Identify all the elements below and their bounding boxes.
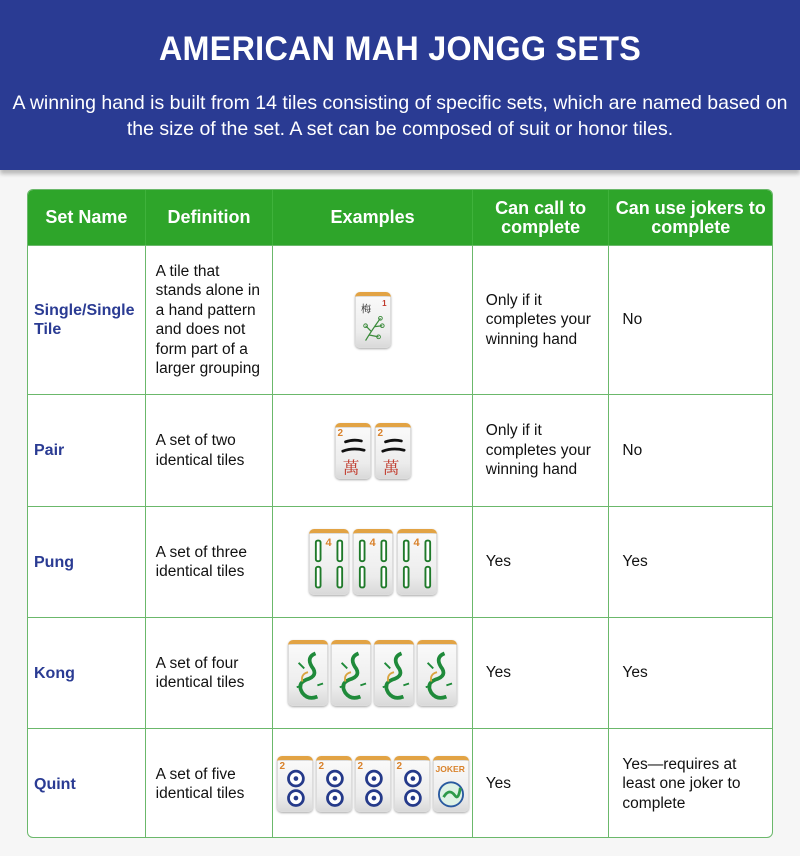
dot-tile-icon: 2 [394, 756, 430, 812]
can-use-jokers-value: Yes [622, 664, 648, 682]
bam-tile-icon: 4 [397, 529, 437, 595]
set-definition: A set of two identical tiles [146, 395, 274, 506]
joker-tile-icon: JOKER [433, 756, 469, 812]
set-definition: A set of three identical tiles [146, 507, 274, 617]
table-row [28, 245, 772, 394]
examples-cell [273, 729, 472, 838]
dragon-tile-icon [417, 640, 457, 706]
can-call-value: Yes [473, 618, 610, 728]
dragon-tile-icon [288, 640, 328, 706]
flower-tile-icon: 梅 1 [355, 292, 391, 348]
dragon-tile-icon [374, 640, 414, 706]
page-description: A winning hand is built from 14 tiles consisting of specific sets, which are named based on the size of the set. A set can be composed of suit or honor tiles. [12, 92, 788, 140]
can-use-jokers-value: No [622, 311, 643, 329]
crak-tile-icon: 萬 2 [375, 423, 411, 479]
can-call-value: Yes [473, 507, 610, 617]
table-row [28, 394, 772, 506]
sets-table [27, 189, 773, 838]
set-name: Pung [28, 507, 146, 617]
set-definition: A set of four identical tiles [146, 618, 274, 728]
table-header-row [28, 190, 772, 245]
can-use-jokers-value: No [622, 441, 643, 459]
dot-tile-icon: 2 [277, 756, 313, 812]
svg-text:梅: 梅 [360, 304, 371, 316]
header-definition: Definition [146, 190, 274, 245]
examples-cell [273, 507, 472, 617]
table-row [28, 506, 772, 617]
dot-tile-icon: 2 [316, 756, 352, 812]
header-can-call: Can call to complete [473, 190, 610, 245]
examples-cell [273, 246, 472, 394]
page-title: AMERICAN MAH JONGG SETS [158, 30, 642, 68]
table-row [28, 728, 772, 838]
header-examples: Examples [273, 190, 472, 245]
set-definition: A set of five identical tiles [146, 729, 274, 838]
set-definition: A tile that stands alone in a hand pattern and does not form part of a larger grouping [146, 246, 274, 394]
can-call-value: Yes [473, 729, 610, 838]
bam-tile-icon: 4 [309, 529, 349, 595]
svg-text:萬: 萬 [342, 457, 360, 477]
header-can-use-jokers: Can use jokers to complete [615, 197, 766, 237]
examples-cell [273, 618, 472, 728]
set-name: Kong [28, 618, 146, 728]
can-use-jokers-value: Yes [622, 553, 648, 571]
set-name: Single/Single Tile [28, 246, 146, 394]
can-call-value: Only if it completes your winning hand [473, 246, 610, 394]
crak-tile-icon: 萬 2 [335, 423, 371, 479]
can-use-jokers-value: Yes—requires at least one joker to complete [622, 755, 741, 812]
set-name: Pair [28, 395, 146, 506]
dragon-tile-icon [331, 640, 371, 706]
svg-text:萬: 萬 [382, 457, 400, 477]
header-set-name: Set Name [28, 190, 146, 245]
set-name: Quint [28, 729, 146, 838]
table-row [28, 617, 772, 728]
title-banner [0, 0, 800, 170]
examples-cell [273, 395, 472, 506]
dot-tile-icon: 2 [355, 756, 391, 812]
bam-tile-icon: 4 [353, 529, 393, 595]
can-call-value: Only if it completes your winning hand [473, 395, 610, 506]
